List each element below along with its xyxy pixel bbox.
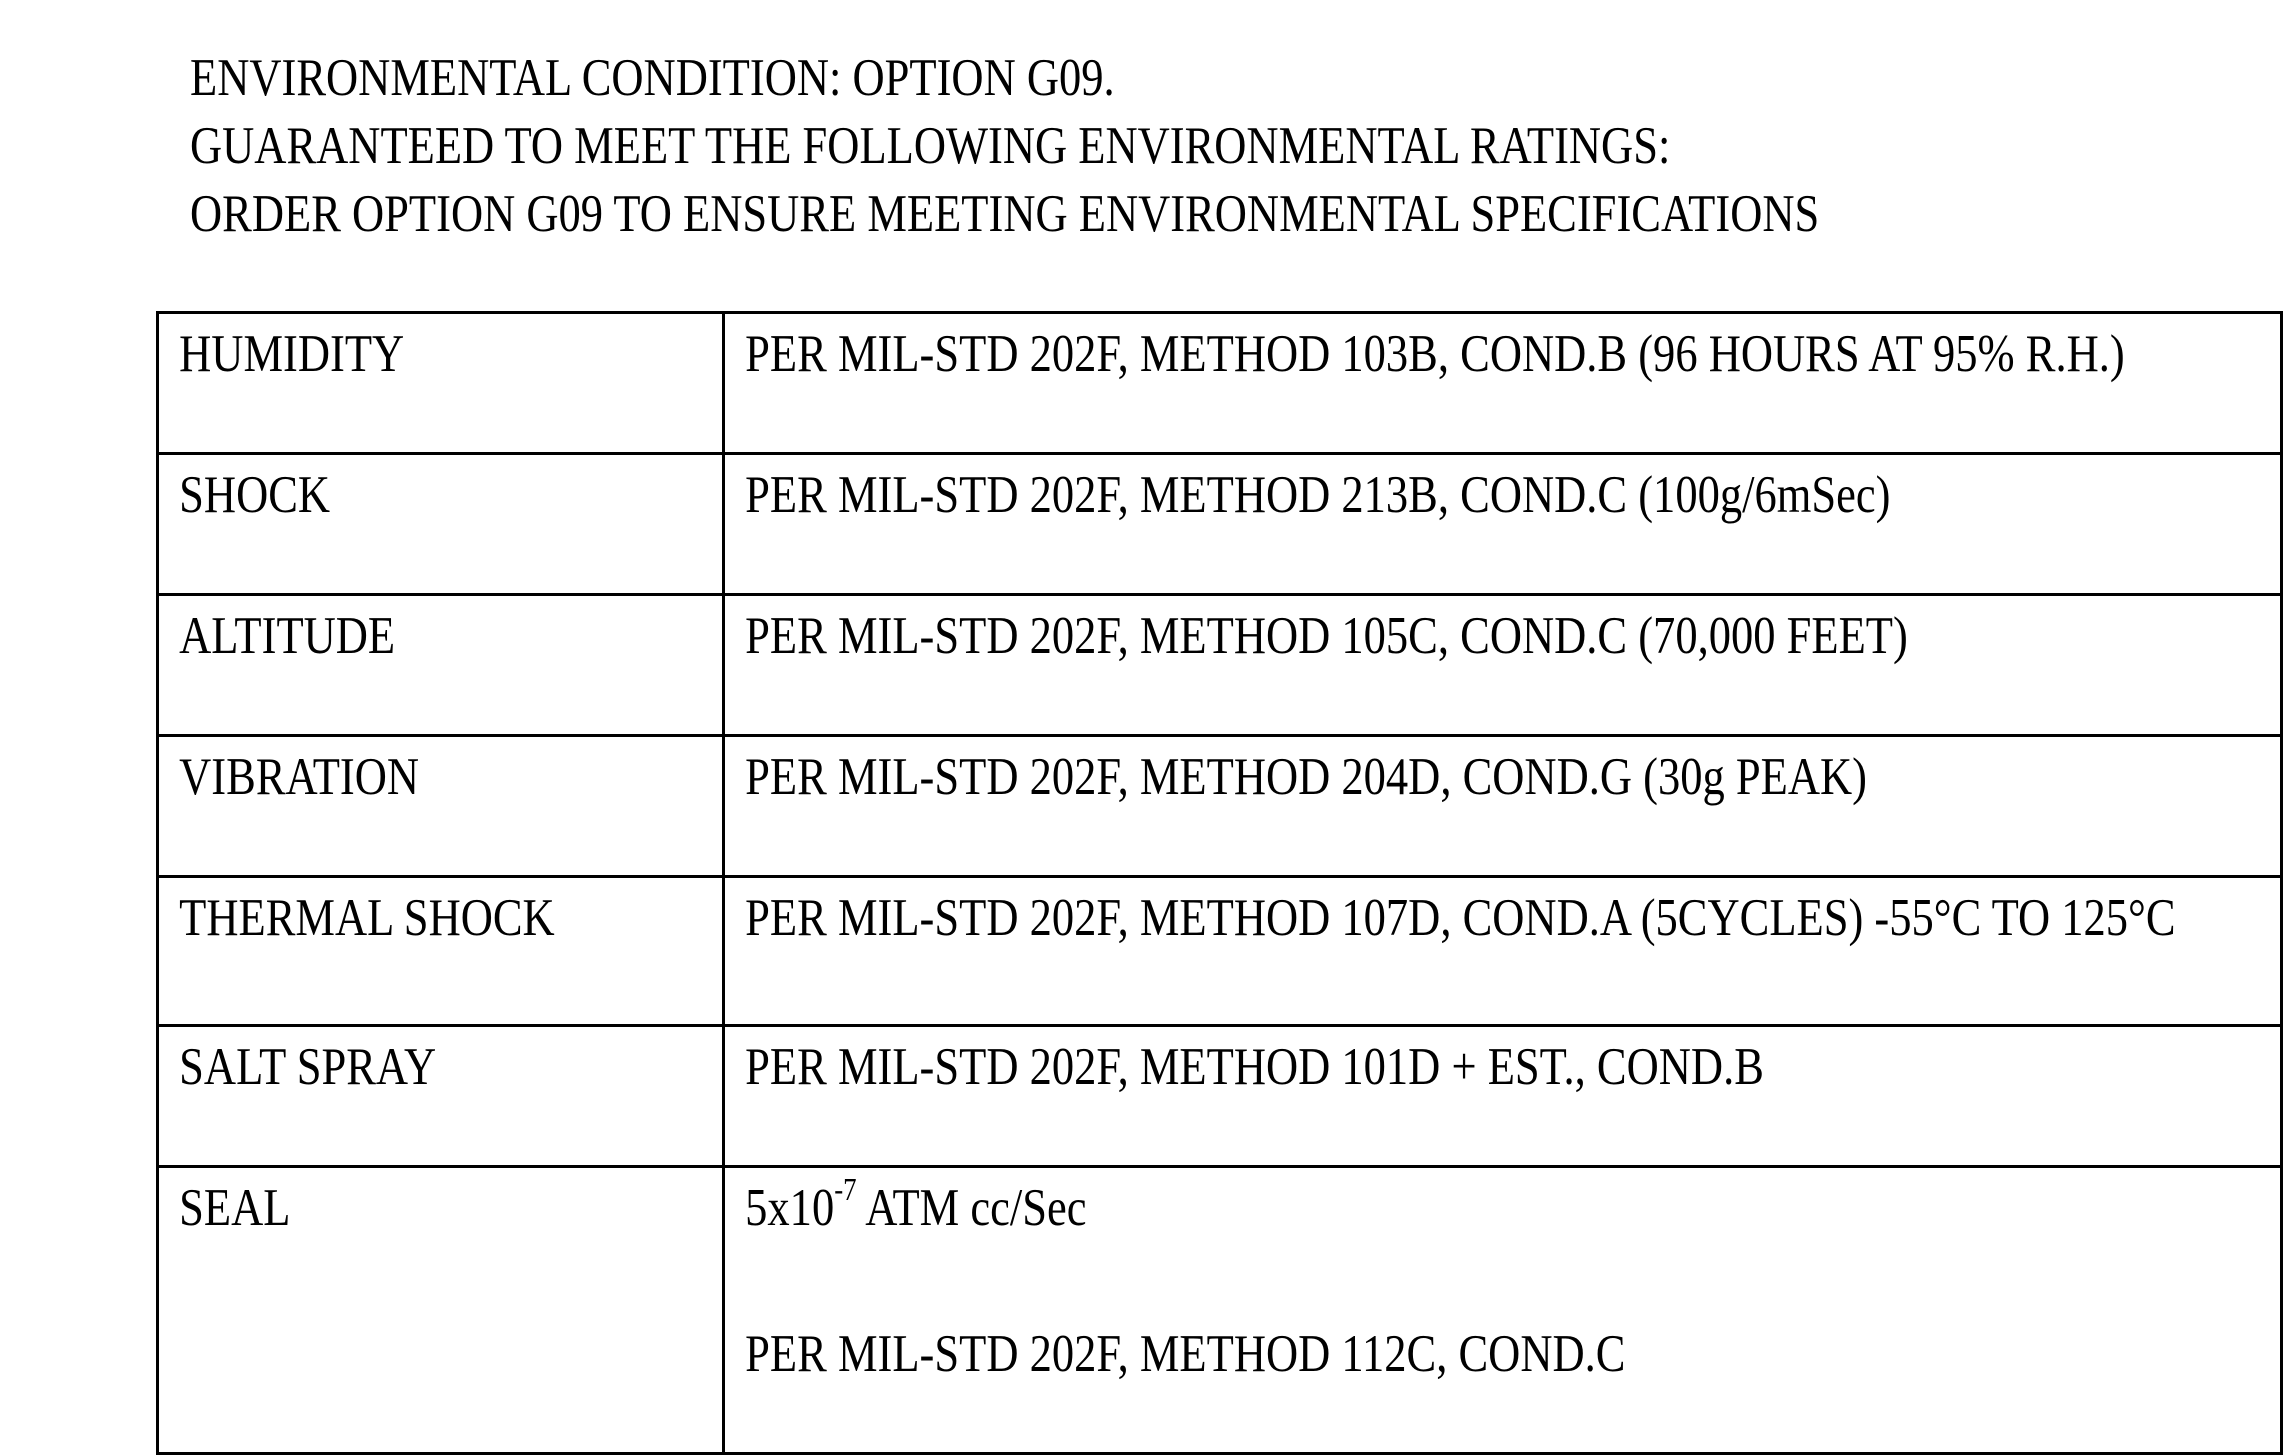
row-label-cell [158,877,724,1026]
row-label-cell [158,595,724,736]
row-value-cell [724,313,2282,454]
row-value: PER MIL-STD 202F, METHOD 103B, COND.B (96 HOURS AT 95% R.H.) [745,325,2125,383]
row-label: SHOCK [179,466,331,524]
row-value: PER MIL-STD 202F, METHOD 213B, COND.C (100g/6mSec) [745,466,1891,524]
table-row-altitude [158,595,2282,736]
table-row-salt-spray [158,1026,2282,1167]
row-value-cell [724,595,2282,736]
header-title: ENVIRONMENTAL CONDITION: OPTION G09. [190,49,1115,107]
row-value-cell [724,1167,2282,1454]
row-label-cell [158,1167,724,1454]
row-value: PER MIL-STD 202F, METHOD 105C, COND.C (70,000 FEET) [745,607,1908,665]
table-row-thermal-shock [158,877,2282,1026]
row-label: HUMIDITY [179,325,405,383]
row-label: SALT SPRAY [179,1038,437,1096]
row-value: PER MIL-STD 202F, METHOD 101D + EST., COND.B [745,1038,1764,1096]
row-value-cell [724,736,2282,877]
environmental-spec-table [156,311,2283,1455]
row-value: PER MIL-STD 202F, METHOD 204D, COND.G (30g PEAK) [745,748,1867,806]
row-label-cell [158,736,724,877]
seal-rate-unit: ATM cc/Sec [856,1179,1087,1237]
header-block [190,44,2190,248]
row-label-cell [158,1026,724,1167]
row-label: ALTITUDE [179,607,396,665]
table-row-seal [158,1167,2282,1454]
row-label: SEAL [179,1179,291,1237]
header-guarantee-text: GUARANTEED TO MEET THE FOLLOWING ENVIRONMENTAL RATINGS: [190,117,1671,175]
table-row-shock [158,454,2282,595]
header-order-note: ORDER OPTION G09 TO ENSURE MEETING ENVIRONMENTAL SPECIFICATIONS [190,185,1820,243]
row-value-cell [724,1026,2282,1167]
table-row-vibration [158,736,2282,877]
seal-rate-exponent: -7 [834,1171,857,1208]
row-label-cell [158,313,724,454]
row-label-cell [158,454,724,595]
seal-rate-base: 5x10 [745,1179,835,1237]
table-row-humidity [158,313,2282,454]
row-label: VIBRATION [179,748,420,806]
row-value-cell [724,454,2282,595]
seal-method: PER MIL-STD 202F, METHOD 112C, COND.C [745,1325,1626,1383]
seal-leak-rate [725,1168,2031,1238]
row-value-cell [724,877,2282,1026]
row-label: THERMAL SHOCK [179,889,555,947]
row-value: PER MIL-STD 202F, METHOD 107D, COND.A (5CYCLES) -55°C TO 125°C [745,889,2176,947]
